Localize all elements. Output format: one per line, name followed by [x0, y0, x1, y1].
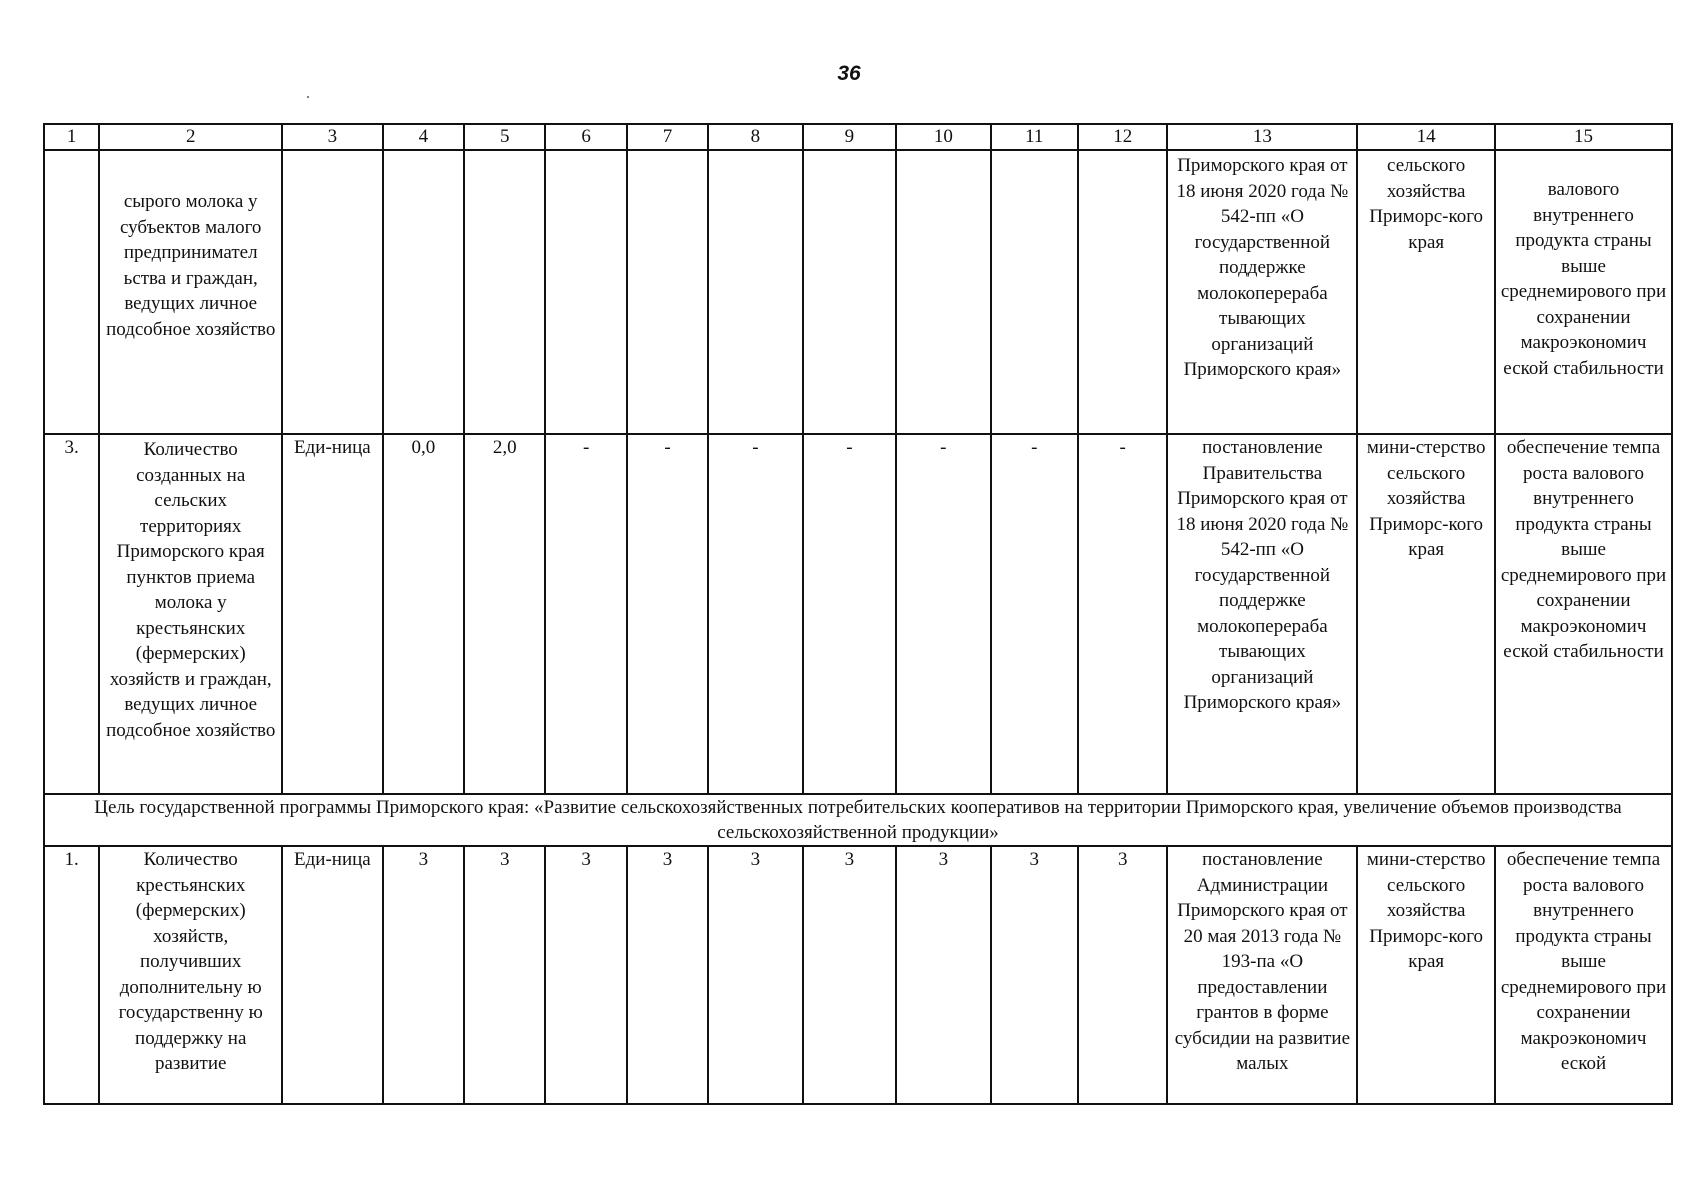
value-cell — [627, 150, 708, 434]
column-header: 5 — [464, 124, 545, 150]
unit-cell — [282, 150, 382, 434]
column-header: 6 — [545, 124, 626, 150]
column-header: 15 — [1495, 124, 1672, 150]
row-number-cell — [44, 150, 99, 434]
indicator-name-cell: Количество созданных на сельских территориях Приморского края пунктов приема молока у крестьянских (фермерских) хозяйств и граждан, ведущих личное подсобное хозяйство — [99, 434, 282, 794]
column-header: 7 — [627, 124, 708, 150]
responsible-body-cell: сельского хозяйства Приморс-кого края — [1357, 150, 1495, 434]
goal-link-cell: обеспечение темпа роста валового внутреннего продукта страны выше среднемирового при сохранении макроэкономич еской стабильности — [1495, 434, 1672, 794]
value-cell: 2,0 — [464, 434, 545, 794]
value-cell: - — [708, 434, 802, 794]
column-header: 13 — [1167, 124, 1357, 150]
value-cell: 3 — [708, 846, 802, 1104]
value-cell — [383, 150, 464, 434]
goal-link-cell: обеспечение темпа роста валового внутреннего продукта страны выше среднемирового при сохранении макроэкономич еской — [1495, 846, 1672, 1104]
value-cell: 3 — [464, 846, 545, 1104]
column-header: 3 — [282, 124, 382, 150]
value-cell: 3 — [627, 846, 708, 1104]
scan-speck — [307, 96, 309, 98]
legal-document-cell: постановление Правительства Приморского края от 18 июня 2020 года № 542-пп «О государственной поддержке молокоперераба тывающих организаций Приморского края» — [1167, 434, 1357, 794]
column-header: 4 — [383, 124, 464, 150]
indicators-table — [43, 123, 1673, 1105]
value-cell — [803, 150, 896, 434]
indicator-name-cell: сырого молока у субъектов малого предпринимател ьства и граждан, ведущих личное подсобное хозяйство — [99, 150, 282, 434]
column-header: 14 — [1357, 124, 1495, 150]
value-cell: - — [627, 434, 708, 794]
unit-cell: Еди-ница — [282, 846, 382, 1104]
responsible-body-cell: мини-стерство сельского хозяйства Приморс-кого края — [1357, 846, 1495, 1104]
indicator-name-cell: Количество крестьянских (фермерских) хозяйств, получивших дополнительну ю государственну ю поддержку на развитие — [99, 846, 282, 1104]
value-cell: - — [1078, 434, 1167, 794]
value-cell — [896, 150, 990, 434]
value-cell: 3 — [383, 846, 464, 1104]
page-number: 36 — [837, 62, 861, 85]
column-header: 2 — [99, 124, 282, 150]
program-goal-row — [44, 794, 1672, 846]
column-number-row — [44, 124, 1672, 150]
value-cell: 3 — [1078, 846, 1167, 1104]
value-cell: - — [991, 434, 1078, 794]
table-row-1 — [44, 846, 1672, 1104]
column-header: 12 — [1078, 124, 1167, 150]
value-cell: 3 — [545, 846, 626, 1104]
value-cell — [708, 150, 802, 434]
responsible-body-cell: мини-стерство сельского хозяйства Приморс-кого края — [1357, 434, 1495, 794]
column-header: 9 — [803, 124, 896, 150]
column-header: 1 — [44, 124, 99, 150]
column-header: 8 — [708, 124, 802, 150]
legal-document-cell: постановление Администрации Приморского края от 20 мая 2013 года № 193-па «О предоставлении грантов в форме субсидии на развитие малых — [1167, 846, 1357, 1104]
value-cell: - — [545, 434, 626, 794]
value-cell — [545, 150, 626, 434]
value-cell: 0,0 — [383, 434, 464, 794]
value-cell — [991, 150, 1078, 434]
column-header: 11 — [991, 124, 1078, 150]
value-cell: 3 — [896, 846, 990, 1104]
value-cell: - — [803, 434, 896, 794]
row-number-cell: 1. — [44, 846, 99, 1104]
value-cell: 3 — [991, 846, 1078, 1104]
value-cell — [464, 150, 545, 434]
value-cell: - — [896, 434, 990, 794]
unit-cell: Еди-ница — [282, 434, 382, 794]
goal-link-cell: валового внутреннего продукта страны выше среднемирового при сохранении макроэкономич еской стабильности — [1495, 150, 1672, 434]
legal-document-cell: Приморского края от 18 июня 2020 года № 542-пп «О государственной поддержке молокоперераба тывающих организаций Приморского края» — [1167, 150, 1357, 434]
value-cell — [1078, 150, 1167, 434]
column-header: 10 — [896, 124, 990, 150]
value-cell: 3 — [803, 846, 896, 1104]
row-number-cell: 3. — [44, 434, 99, 794]
program-goal-heading: Цель государственной программы Приморского края: «Развитие сельскохозяйственных потребительских кооперативов на территории Приморского края, увеличение объемов производства сельскохозяйственной продукции» — [44, 794, 1672, 846]
table-row-continuation — [44, 150, 1672, 434]
table-row-3 — [44, 434, 1672, 794]
